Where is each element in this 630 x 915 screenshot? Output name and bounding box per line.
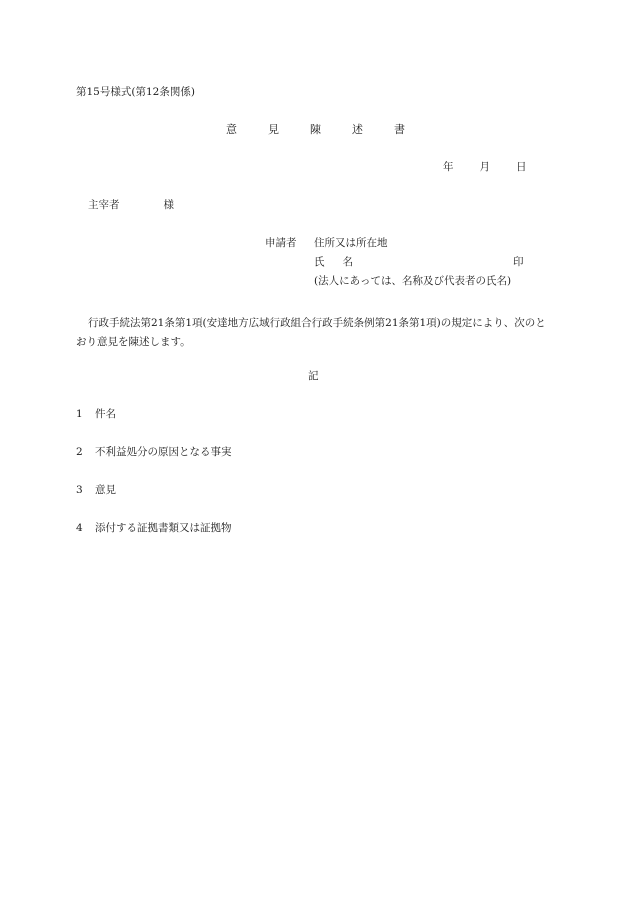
addressee-line — [88, 200, 174, 211]
document-title — [226, 124, 405, 135]
item-number: 3 — [76, 484, 83, 496]
item-number: 1 — [76, 408, 83, 420]
title-char: 陳 — [310, 123, 321, 136]
addressee-label: 主宰者 — [88, 199, 120, 211]
item-label: 意見 — [95, 484, 116, 496]
list-item — [76, 485, 116, 496]
name-char: 名 — [342, 256, 353, 268]
applicant-name-label — [314, 257, 353, 268]
list-item — [76, 447, 232, 458]
item-label: 添付する証拠書類又は証拠物 — [95, 522, 232, 534]
applicant-address-label: 住所又は所在地 — [314, 237, 388, 249]
title-char: 述 — [352, 123, 363, 136]
item-number: 2 — [76, 446, 83, 458]
item-number: 4 — [76, 522, 83, 534]
title-char: 書 — [394, 123, 405, 136]
corporation-note: (法人にあっては、名称及び代表者の氏名) — [314, 275, 512, 287]
form-id: 第15号様式(第12条関係) — [76, 86, 195, 98]
item-label: 件名 — [95, 408, 116, 420]
list-item — [76, 409, 116, 420]
seal-mark: 印 — [513, 256, 524, 268]
title-char: 意 — [226, 123, 237, 136]
ki-heading: 記 — [308, 370, 319, 382]
body-paragraph: 行政手続法第21条第1項(安達地方広域行政組合行政手続条例第21条第1項)の規定により、次のとおり意見を陳述します。 — [76, 317, 546, 348]
applicant-label: 申請者 — [265, 237, 297, 249]
item-label: 不利益処分の原因となる事実 — [95, 446, 232, 458]
date-day: 日 — [516, 161, 527, 173]
list-item — [76, 523, 232, 534]
date-line — [443, 162, 527, 173]
date-year: 年 — [443, 161, 454, 173]
addressee-honorific: 様 — [163, 199, 174, 211]
name-char: 氏 — [314, 256, 325, 268]
title-char: 見 — [268, 123, 279, 136]
date-month: 月 — [479, 161, 490, 173]
